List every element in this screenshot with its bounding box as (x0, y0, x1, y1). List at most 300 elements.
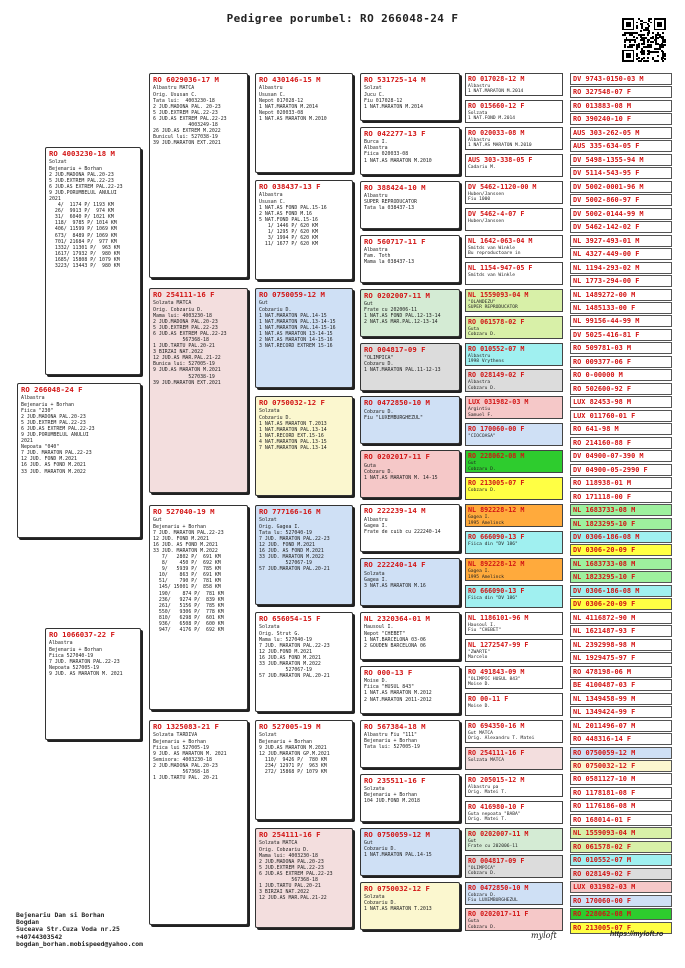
pedigree-line: Hausoul I. (364, 624, 394, 631)
pedigree-line: 12 JUD. FOND M.2021 (259, 541, 315, 548)
pedigree-line: 810/ 6298 P/ 601 KM (153, 614, 224, 621)
ring-number: RO 491843-09 M (468, 667, 525, 676)
ring-number: RO 254111-16 F (259, 830, 321, 839)
ring-number: RO 1066037-22 F (49, 630, 115, 639)
qr-module (643, 34, 645, 36)
qr-module (631, 46, 633, 48)
pedigree-line: 8/ 450 P/ 692 KM (153, 560, 221, 567)
qr-module (634, 41, 636, 43)
ancestor-ring-cell: RO 228062-08 M (570, 908, 672, 920)
pedigree-line: 1 NAT.AS MARATON M.2010 (259, 115, 327, 122)
ancestor-ring-cell: RO 009377-06 F (570, 356, 672, 368)
pedigree-line: Solzata MATCA (259, 840, 298, 847)
ring-number: RO 004817-09 F (364, 344, 426, 354)
ancestor-mini-card (465, 504, 563, 527)
pedigree-line: 3 NAT.RECORD EXTREM 15-16 (259, 343, 333, 350)
pedigree-line: Ususan C. (259, 198, 286, 205)
ancestor-ring-cell: DV 5002-860-97 F (570, 194, 672, 206)
qr-module (647, 60, 649, 62)
pedigree-line: 33 JUD.MARATON M.2022 (259, 660, 321, 667)
pedigree-line: 1 JUD.TARTU PAL.20-21 (153, 343, 215, 350)
pedigree-line: 2 JUD.MADONA PAL.20-23 (49, 171, 114, 178)
pedigree-line: 1 NAT.MARATON PAL.13-14-15 (259, 318, 336, 325)
ancestor-ring-cell: NL 1683733-08 M (570, 504, 672, 516)
pedigree-line: 190/ 874 P/ 781 KM (153, 590, 224, 597)
pedigree-line: Albastra (468, 380, 491, 386)
pedigree-line: 1 NAT.AS FOND PAL.15-16 (259, 204, 327, 211)
ancestor-ring-cell: DV 5114-543-95 F (570, 167, 672, 179)
ring-number: NL 892228-12 M (468, 506, 525, 515)
pedigree-line: Cobzaru D. (468, 870, 496, 876)
pedigree-line: Gut (468, 461, 477, 467)
ancestor-ring-cell: DV 5002-0001-96 M (570, 181, 672, 193)
qr-module (624, 41, 626, 43)
pedigree-line: Cobzaru D. (468, 331, 496, 337)
pedigree-line: Cobzariu D. (259, 306, 292, 313)
pedigree-line: Cobzaru D. (468, 385, 496, 391)
pedigree-line: 12 JUD.MARATON GP.M.2021 (259, 750, 330, 757)
ring-number: RO 560717-11 F (364, 236, 426, 246)
grandparent-card (149, 720, 248, 925)
pedigree-line: 7 JUD. MARATON PAL.22-23 (259, 642, 330, 649)
ring-number: RO 694350-16 M (468, 721, 525, 730)
pedigree-line: 9 JUD.AS MARATON M.2021 (259, 744, 327, 751)
ancestor-mini-card (465, 100, 563, 123)
pedigree-line: 1 NAT.MARATON PAL.13-14 (259, 426, 327, 433)
qr-module (633, 36, 635, 38)
pedigree-line: 1 NAT.FOND M.2014 (468, 116, 516, 122)
pedigree-line: 57 JUD.MARATON PAL.20-21 (259, 673, 330, 680)
qr-finder (626, 53, 631, 58)
pedigree-line: Cobzaru D. (468, 488, 496, 494)
pedigree-line: 1 NAT.MARATON PAL.14-15-16 (259, 324, 336, 331)
ring-number: NL 1559093-04 M (468, 290, 529, 299)
ring-number: RO 0750032-12 F (259, 398, 325, 407)
pedigree-line: Bunicul lui: 527038-19 (153, 134, 218, 141)
ring-number: RO 254111-16 F (468, 748, 525, 757)
pedigree-line: Albastru MATCA (153, 85, 195, 92)
pedigree-line: Frate de cuib cu 222240-14 (364, 528, 441, 535)
ancestor-ring-cell: NL 1485133-00 F (570, 302, 672, 314)
pedigree-line: 26/ 9913 P/ 974 KM (49, 208, 114, 215)
pedigree-line: 2 JUD.MADONA PAL.20-23 (21, 413, 86, 420)
ancestor-card (360, 396, 460, 444)
pedigree-line: Bejenariu + Borhan (49, 646, 102, 653)
pedigree-line: 3 NAT.AS MARATON M.16 (364, 582, 426, 589)
pedigree-line: 33 JUD. MARATON M.2022 (259, 553, 324, 560)
ring-number: RO 038437-13 F (259, 182, 321, 191)
pedigree-line: Orig. Cobzariu D. (259, 846, 310, 853)
ancestor-ring-cell: NL 1823295-10 F (570, 518, 672, 530)
ring-number: RO 004817-09 F (468, 856, 525, 865)
grandparent-card (149, 288, 248, 493)
pedigree-line: 567368-18 (153, 768, 209, 775)
pedigree-line: 550/ 9306 P/ 778 KM (153, 608, 224, 615)
ancestor-ring-cell: RO 061578-02 F (570, 841, 672, 853)
qr-module (624, 34, 626, 36)
ancestor-ring-cell: RO 448316-14 F (570, 733, 672, 745)
pedigree-line: 4003249-18 (153, 121, 218, 128)
qr-module (662, 32, 664, 34)
pedigree-line: Bunica lui: 527005-19 (153, 361, 215, 368)
ancestor-ring-cell: RO 0750032-12 F (570, 760, 672, 772)
ancestor-mini-card (465, 693, 563, 716)
qr-module (648, 25, 650, 27)
ring-number: RO 010552-07 M (468, 344, 525, 353)
pedigree-line: Solzata (259, 624, 280, 631)
pedigree-line: 6 JUD.AS EXTREM PAL.22-23 (21, 425, 95, 432)
ancestor-ring-cell: RO 0581127-10 M (570, 773, 672, 785)
ancestor-ring-cell: AUS 303-262-05 M (570, 127, 672, 139)
ancestor-ring-cell: NL 1683733-08 M (570, 558, 672, 570)
pedigree-line: Albastru pa (468, 784, 499, 790)
ring-number: RO 0202017-11 F (468, 910, 529, 919)
ancestor-ring-cell: NL 1349458-99 M (570, 693, 672, 705)
pedigree-line: 1332/ 11301 P/ 963 KM (49, 244, 120, 251)
owner-email[interactable]: bogdan_borhan.mobispeed@yahoo.com (16, 939, 143, 948)
pedigree-line: 527067-19 (259, 667, 312, 674)
pedigree-line: 7 JUD. MARATON PAL.22-23 (259, 535, 330, 542)
pedigree-line: 12 JUD.FOND M.2021 (259, 648, 312, 655)
ancestor-mini-card (465, 396, 563, 419)
ring-number: NL 892228-12 M (468, 560, 525, 569)
pedigree-line: 1 NAT.BARCELONA 03-06 (364, 636, 426, 643)
pedigree-line: 1 NAT.AS MARATON T.2013 (364, 906, 432, 913)
pedigree-line: Frate cu 202006-11 (468, 844, 518, 849)
pedigree-line: Gut (364, 840, 373, 846)
pedigree-line: Guta (364, 462, 376, 469)
pedigree-line: 7 NAT.MARATON PAL.13-14 (259, 444, 327, 451)
ancestor-ring-cell: DV 5498-1355-94 M (570, 154, 672, 166)
ring-number: NL 1272547-99 F (468, 640, 529, 649)
ancestor-ring-cell: RO 118938-01 M (570, 477, 672, 489)
ring-number: NL 1154-947-05 F (468, 263, 533, 272)
ring-number: RO 567384-18 M (364, 721, 426, 731)
qr-module (643, 43, 645, 45)
qr-module (629, 41, 631, 43)
pedigree-line: Cobzaru D. (468, 924, 496, 930)
pedigree-line: Mama lui: 4003230-18 (153, 312, 212, 319)
pedigree-line: "OLIMPICA" (364, 354, 394, 361)
pedigree-line: SUPER REPRODUCATOR (364, 199, 417, 206)
ancestor-ring-cell: NL 1929475-97 F (570, 652, 672, 664)
qr-module (640, 60, 642, 62)
pedigree-line: 5 JUD.EXTREM PAL.22-23 (21, 419, 86, 426)
pedigree-line: Albastru (468, 353, 491, 359)
ring-number: NL 1642-063-04 M (468, 236, 533, 245)
pedigree-line: 1 NAT.AS MARATON M. 14-15 (364, 474, 438, 481)
pedigree-line: Gagea I. (364, 576, 388, 583)
pedigree-line: 6 JUD.AS EXTREM PAL.22-23 (153, 115, 227, 122)
ancestor-card (360, 181, 460, 229)
pedigree-line: Bejenariu + Borhan (153, 738, 206, 745)
pedigree-line: Fiica din "DV 186" (468, 542, 518, 548)
pedigree-line: Fiu "LUXEMBURGHEZUL" (364, 414, 423, 421)
pedigree-line: Cobzaru D. (468, 466, 496, 472)
pedigree-line: Cobzaru D. (364, 468, 394, 475)
pedigree-line: 9 JUD.PORUMBELUL ANULUI (49, 189, 117, 196)
pedigree-line: Cobzariu D. (364, 846, 397, 853)
ancestor-mini-card (465, 720, 563, 743)
ring-number: RO 00-11 F (468, 694, 509, 703)
qr-module (650, 22, 652, 24)
ancestor-card (360, 774, 460, 822)
qr-module (657, 55, 659, 57)
ancestor-ring-cell: NL 2011496-07 M (570, 720, 672, 732)
pedigree-line: Marcelo (468, 655, 488, 661)
pedigree-line: Tata la 038437-13 (364, 205, 415, 212)
parent-card (45, 628, 141, 740)
ancestor-mini-card (465, 154, 563, 177)
ring-number: RO 0750059-12 M (259, 290, 325, 299)
pedigree-line: 261/ 5156 P/ 785 KM (153, 602, 224, 609)
ancestor-card (360, 828, 460, 876)
pedigree-line: 9 JUD.AS MARATON M.2021 (153, 367, 221, 374)
pedigree-line: 3 BIRZAI NAT.2022 (153, 349, 204, 356)
ancestor-mini-card (465, 423, 563, 446)
ancestor-ring-cell: NL 1823295-10 F (570, 571, 672, 583)
ring-number: RO 0202017-11 F (364, 452, 430, 462)
pedigree-line: 12 JUD.AS MAR.PAL.21-22 (153, 355, 221, 362)
qr-module (624, 46, 626, 48)
ring-number: RO 527040-19 M (153, 507, 215, 516)
website-link[interactable]: https://myloft.ro (610, 931, 664, 938)
page-title: Pedigree porumbel: RO 266048-24 F (226, 12, 459, 25)
pedigree-line: Bejenariu + Borhan (21, 401, 74, 408)
ancestor-mini-card (465, 127, 563, 150)
ancestor-mini-card (465, 801, 563, 824)
pedigree-line: 5 JUD.EXTREM PAL.22-23 (153, 109, 218, 116)
pedigree-line: Orig. Gagea I. (259, 523, 301, 530)
pedigree-line: 936/ 6508 P/ 600 KM (153, 621, 224, 627)
ring-number: RO 1325083-21 F (153, 722, 219, 731)
ancestor-card (360, 720, 460, 768)
ring-number: LUX 031982-03 M (468, 398, 529, 407)
pedigree-line: 6 JUD.AS EXTREM PAL.22-23 (153, 330, 227, 337)
pedigree-line: Frate cu 202006-11 (364, 307, 417, 314)
pedigree-line: Fiica 020033-08 (364, 151, 409, 158)
ancestor-card (360, 73, 460, 121)
pedigree-line: Albastra (21, 395, 45, 402)
pedigree-line: 16 JUD.AS FOND M.2021 (259, 654, 321, 661)
pedigree-line: 3 BIRZAI NAT.2022 (259, 889, 310, 896)
pedigree-line: 527067-19 (259, 560, 312, 567)
pedigree-line: 2021 (21, 438, 33, 445)
pedigree-line: Solzata (259, 408, 280, 415)
pedigree-line: Fiica "HUSUL 843" (364, 684, 415, 691)
ancestor-ring-cell: RO 509781-03 M (570, 342, 672, 354)
ancestor-card (360, 289, 460, 337)
pedigree-line: "CIOCOASA" (468, 434, 496, 440)
pedigree-line: 272/ 15868 P/ 1079 KM (259, 768, 327, 775)
pedigree-line: 11/ 1677 P/ 620 KM (259, 241, 318, 248)
pedigree-line: 12 JUD. FOND M.2021 (21, 456, 77, 463)
pedigree-line: 2 JUD.MADONA PAL.20-23 (153, 318, 218, 325)
pedigree-line: Albastru Fiu "111" (364, 732, 417, 739)
pedigree-line: 9/ 5939 P/ 785 KM (153, 566, 221, 573)
pedigree-line: Nepot "CHEBET" (364, 630, 406, 637)
ancestor-ring-cell: NL 4116872-90 M (570, 612, 672, 624)
pedigree-line: Mama la 038437-13 (364, 259, 415, 266)
ancestor-mini-card (465, 208, 563, 231)
pedigree-line: Mama lu: 527040-19 (259, 636, 312, 643)
pedigree-line: 1617/ 17932 P/ 980 KM (49, 250, 120, 257)
ancestor-card (360, 558, 460, 606)
ancestor-card (360, 235, 460, 283)
ancestor-mini-card (465, 73, 563, 96)
ring-number: RO 0472850-10 M (364, 398, 430, 408)
qr-module (657, 37, 659, 39)
parent-card (45, 147, 141, 375)
pedigree-line: Bejenariu + Borhan (364, 738, 417, 745)
ancestor-ring-cell: DV 0306-20-09 F (570, 544, 672, 556)
pedigree-line: 567368-18 (153, 336, 209, 343)
owner-line: Bejenariu Dan si Borhan (16, 911, 105, 919)
qr-finder (626, 22, 631, 27)
ancestor-mini-card (465, 612, 563, 635)
pedigree-line: 5 JUD.EXTREM PAL.22-23 (259, 864, 324, 871)
pedigree-line: Cobzaru D. (468, 892, 496, 898)
ancestor-card (360, 343, 460, 391)
ancestor-card (360, 450, 460, 498)
qr-module (633, 44, 635, 46)
pedigree-line: Guta (468, 326, 480, 332)
pedigree-line: Semisora: 4003230-18 (153, 756, 212, 763)
pedigree-line: Orig. Ususan C. (153, 91, 198, 98)
ring-number: RO 666090-13 F (468, 533, 525, 542)
ring-number: RO 0750059-12 M (364, 829, 430, 839)
pedigree-line: 2 NAT.AS MARATON 14-15-16 (259, 336, 333, 343)
pedigree-line: Orig. Alexandru T. Matei (468, 736, 535, 742)
ancestor-ring-cell: RO 0750059-12 M (570, 747, 672, 759)
pedigree-line: Solzata (364, 570, 385, 577)
ancestor-ring-cell: NL 1559093-04 M (570, 827, 672, 839)
pedigree-line: Tata lui: 4003230-18 (153, 97, 215, 104)
pedigree-line: Gagea I. (468, 515, 491, 521)
pedigree-line: Fiica din "DV 186" (468, 596, 518, 602)
qr-module (636, 27, 638, 29)
qr-module (636, 22, 638, 24)
pedigree-line: Tata lui: 527005-19 (364, 744, 420, 751)
myloft-logo: myloft (531, 931, 557, 940)
pedigree-line: SUPER REPRODUCATOR (468, 305, 518, 310)
ancestor-ring-cell: NL 4327-449-00 F (570, 248, 672, 260)
ancestor-mini-card (465, 289, 563, 312)
pedigree-line: 2 NAT.AS FOND M.16 (259, 210, 312, 217)
qr-module (662, 60, 664, 62)
ancestor-mini-card (465, 369, 563, 392)
pedigree-line: Albastru (468, 84, 491, 89)
ancestor-mini-card (465, 747, 563, 770)
qr-module (640, 30, 642, 32)
qr-module (648, 32, 650, 34)
pedigree-line: Gagea I. (364, 522, 388, 529)
ring-number: RO 4003230-18 M (49, 149, 115, 158)
ring-number: RO 017028-12 M (468, 75, 525, 83)
ancestor-ring-cell: RO 170060-00 F (570, 895, 672, 907)
pedigree-line: 110/ 9426 P/ 780 KM (259, 756, 327, 763)
pedigree-line: 51/ 790 P/ 781 KM (153, 578, 221, 585)
pedigree-line: Solzata TARDIVA (153, 732, 198, 739)
qr-module (662, 46, 664, 48)
great-grandparent-card (255, 73, 353, 173)
pedigree-line: Orig. Cobzariu D. (153, 306, 204, 313)
pedigree-line: Smitds van Winkle (468, 272, 516, 278)
pedigree-line: 567368-18 (259, 876, 318, 883)
pedigree-line: Bu reproductoare in (468, 251, 521, 257)
pedigree-line: 2 NAT.AS MAR.PAL.12-13-14 (364, 319, 438, 326)
ancestor-ring-cell: RO 0-00000 M (570, 369, 672, 381)
pedigree-line: 145/ 15001 P/ 858 KM (153, 584, 221, 591)
pedigree-line: Huben/Janssen (468, 191, 504, 197)
pedigree-line: 234/ 12971 P/ 963 KM (259, 762, 327, 769)
ancestor-mini-card (465, 585, 563, 608)
pedigree-line: Fiu LUXEMBURGHEZUL (468, 897, 518, 903)
qr-module (664, 41, 666, 43)
ancestor-mini-card (465, 477, 563, 500)
pedigree-line: 1/ 1446 P/ 620 KM (259, 222, 318, 229)
pedigree-line: Fiica 527040-19 (49, 652, 94, 659)
pedigree-line: 5 JUD.EXTREM PAL.22-23 (49, 177, 114, 184)
pedigree-line: 1 NAT.MARATON M.2014 (259, 103, 318, 110)
ring-number: RO 527005-19 M (259, 722, 321, 731)
pedigree-line: Argintiu (468, 407, 491, 413)
ancestor-card (360, 504, 460, 552)
pedigree-line: 4 NAT.MARATON PAL.13-15 (259, 438, 327, 445)
ancestor-ring-cell: DV 0306-186-08 M (570, 585, 672, 597)
ancestor-ring-cell: RO 171118-00 F (570, 491, 672, 503)
great-grandparent-card (255, 720, 353, 820)
pedigree-line: 406/ 11599 P/ 1069 KM (49, 226, 117, 233)
great-grandparent-card (255, 396, 353, 496)
ancestor-mini-card (465, 666, 563, 689)
qr-module (652, 41, 654, 43)
qr-module (647, 41, 649, 43)
ancestor-ring-cell: NL 1194-293-02 M (570, 262, 672, 274)
qr-module (638, 57, 640, 59)
pedigree-line: 2 GOUDEN BARCELONA 06 (364, 642, 426, 649)
ring-number: RO 205015-12 M (468, 775, 525, 784)
ancestor-ring-cell: DV 04900-07-390 M (570, 450, 672, 462)
pedigree-line: Ususan C. (259, 91, 286, 98)
pedigree-line: Albastru (364, 193, 388, 200)
pedigree-line: 1995 Amelinck (468, 574, 504, 580)
pedigree-line: Solzata (468, 110, 488, 116)
ancestor-ring-cell: DV 5025-416-81 F (570, 329, 672, 341)
pedigree-line: 1/ 1295 P/ 620 KM (259, 228, 318, 235)
pedigree-line: 5 NAT.FOND PAL.15-16 (259, 216, 318, 223)
pedigree-line: 2 JUD.MADONA PAL. 20-23 (153, 103, 221, 110)
ancestor-ring-cell: RO 168014-01 F (570, 814, 672, 826)
pedigree-line: Cadariu M. (468, 164, 496, 170)
pedigree-line: 9 JUD. AS MARATON M. 2021 (49, 670, 123, 677)
pedigree-line: Orig. Matei T. (468, 817, 507, 823)
pedigree-line: Bejenariu + Borhan (49, 165, 102, 172)
pedigree-line: 1 NAT.MARATON PAL.11-12-13 (364, 367, 441, 374)
pedigree-line: Guta nepoata "BABA" (468, 811, 521, 817)
pedigree-line: 104 JUD.FOND M.2018 (364, 798, 420, 805)
pedigree-line: 1 NAT.MARATON M.2014 (364, 103, 423, 110)
pedigree-line: Gut (468, 838, 477, 844)
pedigree-line: Samuel F. (468, 412, 493, 418)
pedigree-line: Solzat (49, 159, 67, 166)
ring-number: DV 5462-4-07 F (468, 209, 525, 218)
pedigree-line: 1 NAT.RECORD EXT.15-16 (259, 432, 324, 439)
grandparent-card (149, 73, 248, 278)
ancestor-mini-card (465, 316, 563, 339)
ancestor-mini-card (465, 558, 563, 581)
pedigree-line: Albastru (468, 137, 491, 143)
